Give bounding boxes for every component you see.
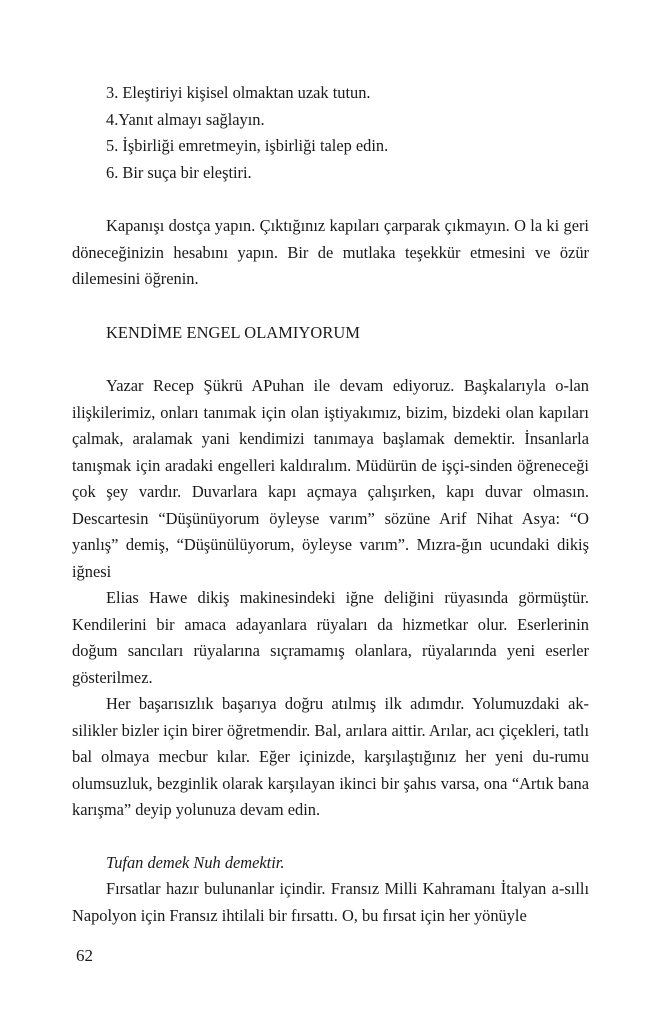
page-number: 62 <box>76 946 93 965</box>
closing-paragraph: Kapanışı dostça yapın. Çıktığınız kapıları çarparak çıkmayın. O la ki geri döneceğinizin hesabını yapın. Bir de mutlaka teşekkür etmesini ve özür dilemesini öğrenin. <box>72 216 589 288</box>
body-paragraph: Elias Hawe dikiş makinesindeki iğne deliğini rüyasında görmüştür. Kendilerini bir amaca adayanlara rüyaları da hizmetkar olur. Eserlerinin doğum sancıları rüyalarına sıçramamış olanlara, rüyalarında yeni eserler gösterilmez. <box>72 588 589 687</box>
section-heading: KENDİME ENGEL OLAMIYORUM <box>106 322 360 342</box>
body-paragraph: Her başarısızlık başarıya doğru atılmış ilk adımdır. Yolumuzdaki ak-silikler bizler için birer öğretmendir. Bal, arılara aittir. Arılar, acı çiçekleri, tatlı bal olmaya mecbur kılar. Eğer içinizde, karşılaştığınız her yeni du-rumu olumsuzluk, bezginlik olarak karşılayan ikinci bir şahıs varsa, ona “Artık bana karışma” deyip yolunuza devam edin. <box>72 694 589 819</box>
list-item: 6. Bir suça bir eleştiri. <box>106 162 252 182</box>
list-item: 3. Eleştiriyi kişisel olmaktan uzak tutun. <box>106 83 371 102</box>
body-paragraph: Yazar Recep Şükrü APuhan ile devam ediyoruz. Başkalarıyla o-lan ilişkilerimiz, onları tanımak için olan iştiyakımız, bizim, bizdeki olan kapıları çalmak, aralamak yani kendimizi tanımaya başlamak demektir. İnsanlarla tanışmak için aradaki engelleri kaldıralım. Müdürün de işçi-sinden öğreneceği çok şey vardır. Duvarlara kapı açmaya çalışırken, kapı duvar olmasın. Descartesin “Düşünüyorum öyleyse varım” sözüne Arif Nihat Asya: “O yanlış” demiş, “Düşünülüyorum, öyleyse varım”. Mızra-ğın ucundaki dikiş iğnesi <box>72 376 589 581</box>
list-item: 4.Yanıt almayı sağlayın. <box>106 109 265 129</box>
list-item: 5. İşbirliği emretmeyin, işbirliği talep edin. <box>106 136 389 155</box>
page-body <box>72 80 589 929</box>
italic-subheading: Tufan demek Nuh demektir. <box>106 852 285 872</box>
final-paragraph: Fırsatlar hazır bulunanlar içindir. Fransız Milli Kahramanı İtalyan a-sıllı Napolyon için Fransız ihtilali bir fırsattı. O, bu fırsat için her yönüyle <box>72 879 589 925</box>
